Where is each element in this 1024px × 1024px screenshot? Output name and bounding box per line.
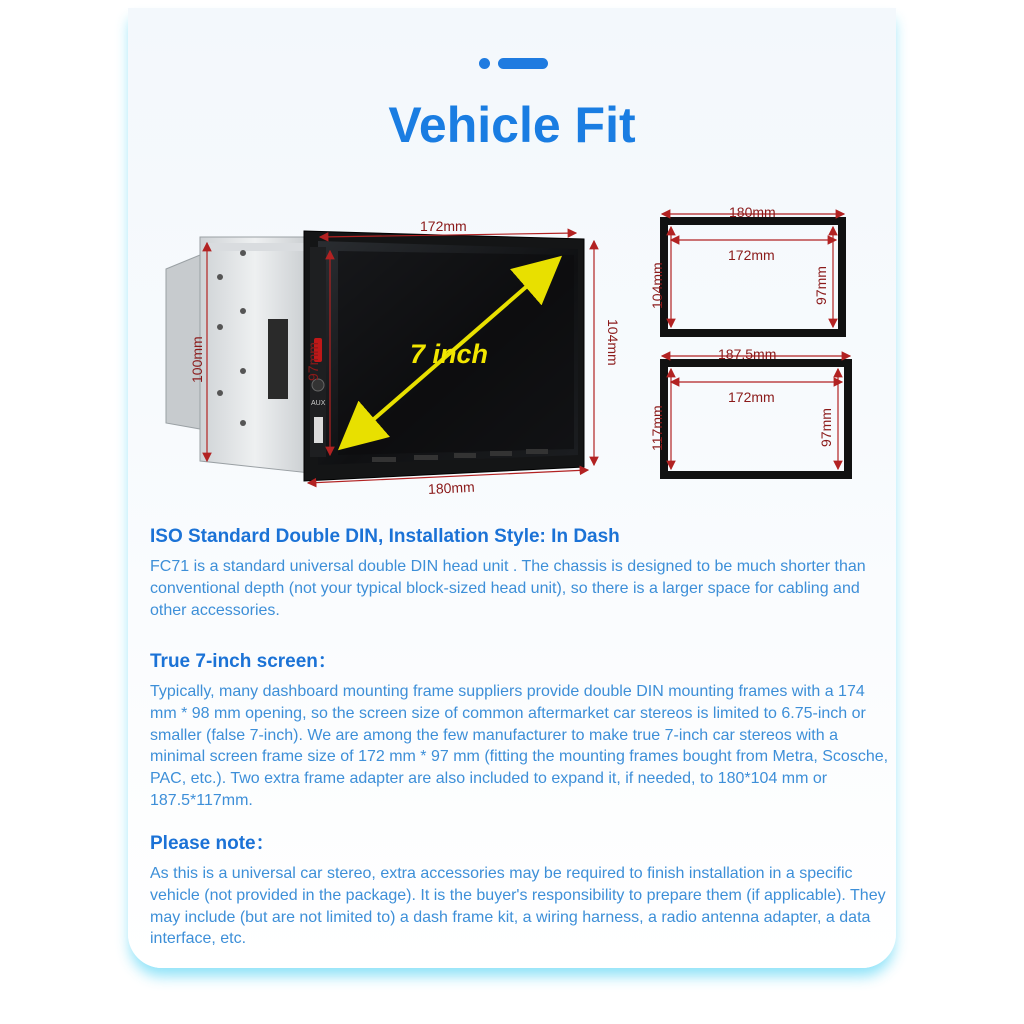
decorative-dots [128,58,896,70]
section-true-7-inch [150,646,890,812]
frame2-outer-width: 187.5mm [718,346,777,362]
section-heading: True 7-inch screen： [150,651,337,672]
unit-height-right-label: 104mm [605,319,621,366]
dimension-diagram [148,193,868,503]
aux-label: AUX [311,400,326,407]
dot-indicator [479,58,490,69]
section-body: As this is a universal car stereo, extra accessories may be required to finish installation in a specific vehicle (not provided in the package). It is the buyer's responsibility to prepare them (if applicable). They may include (but are not limited to) a dash frame kit, a wiring harness, a radio antenna adapter, a data interface, etc. [150,865,886,948]
frame2-inner-width: 172mm [728,389,775,405]
page-title: Vehicle Fit [388,97,636,153]
frame1-inner-height: 97mm [813,266,829,305]
unit-width-bottom-label: 180mm [427,478,476,498]
section-body: Typically, many dashboard mounting frame suppliers provide double DIN mounting frames with a 174 mm * 98 mm opening, so the screen size of common aftermarket car stereos is limited to 6.75-inch or smaller (false 7-inch). We are among the few manufacturer to make true 7-inch car stereos with a minimal screen frame size of 172 mm * 97 mm (fitting the mounting frames bought from Metra, Scosche, PAC, etc.). Two extra frame adapter are also included to expand it, if needed, to 180*104 mm or 187.5*117mm. [150,683,889,809]
section-please-note [150,828,890,950]
frame1-outer-height: 104mm [649,262,665,309]
section-heading: ISO Standard Double DIN, Installation Style: In Dash [150,526,620,547]
frame2-inner-height: 97mm [818,408,834,447]
section-iso-standard [150,526,890,621]
section-body: FC71 is a standard universal double DIN head unit . The chassis is designed to be much shorter than conventional depth (not your typical block-sized head unit), so there is a larger space for cabling and other accessories. [150,558,866,619]
screen-size-label: 7 inch [410,339,489,369]
chassis [166,237,310,473]
frame1-inner-width: 172mm [728,247,775,263]
frame-adapter-1 [649,204,844,333]
pill-indicator [498,58,548,69]
vehicle-fit-card [128,8,896,968]
chassis-height-label: 100mm [189,336,205,383]
frame1-outer-width: 180mm [729,204,776,220]
unit-height-left-label: 97mm [305,342,321,381]
frame2-outer-height: 117mm [649,405,665,451]
section-heading: Please note： [150,833,275,854]
unit-width-top-label: 172mm [420,218,467,234]
frame-adapter-2 [649,346,850,475]
